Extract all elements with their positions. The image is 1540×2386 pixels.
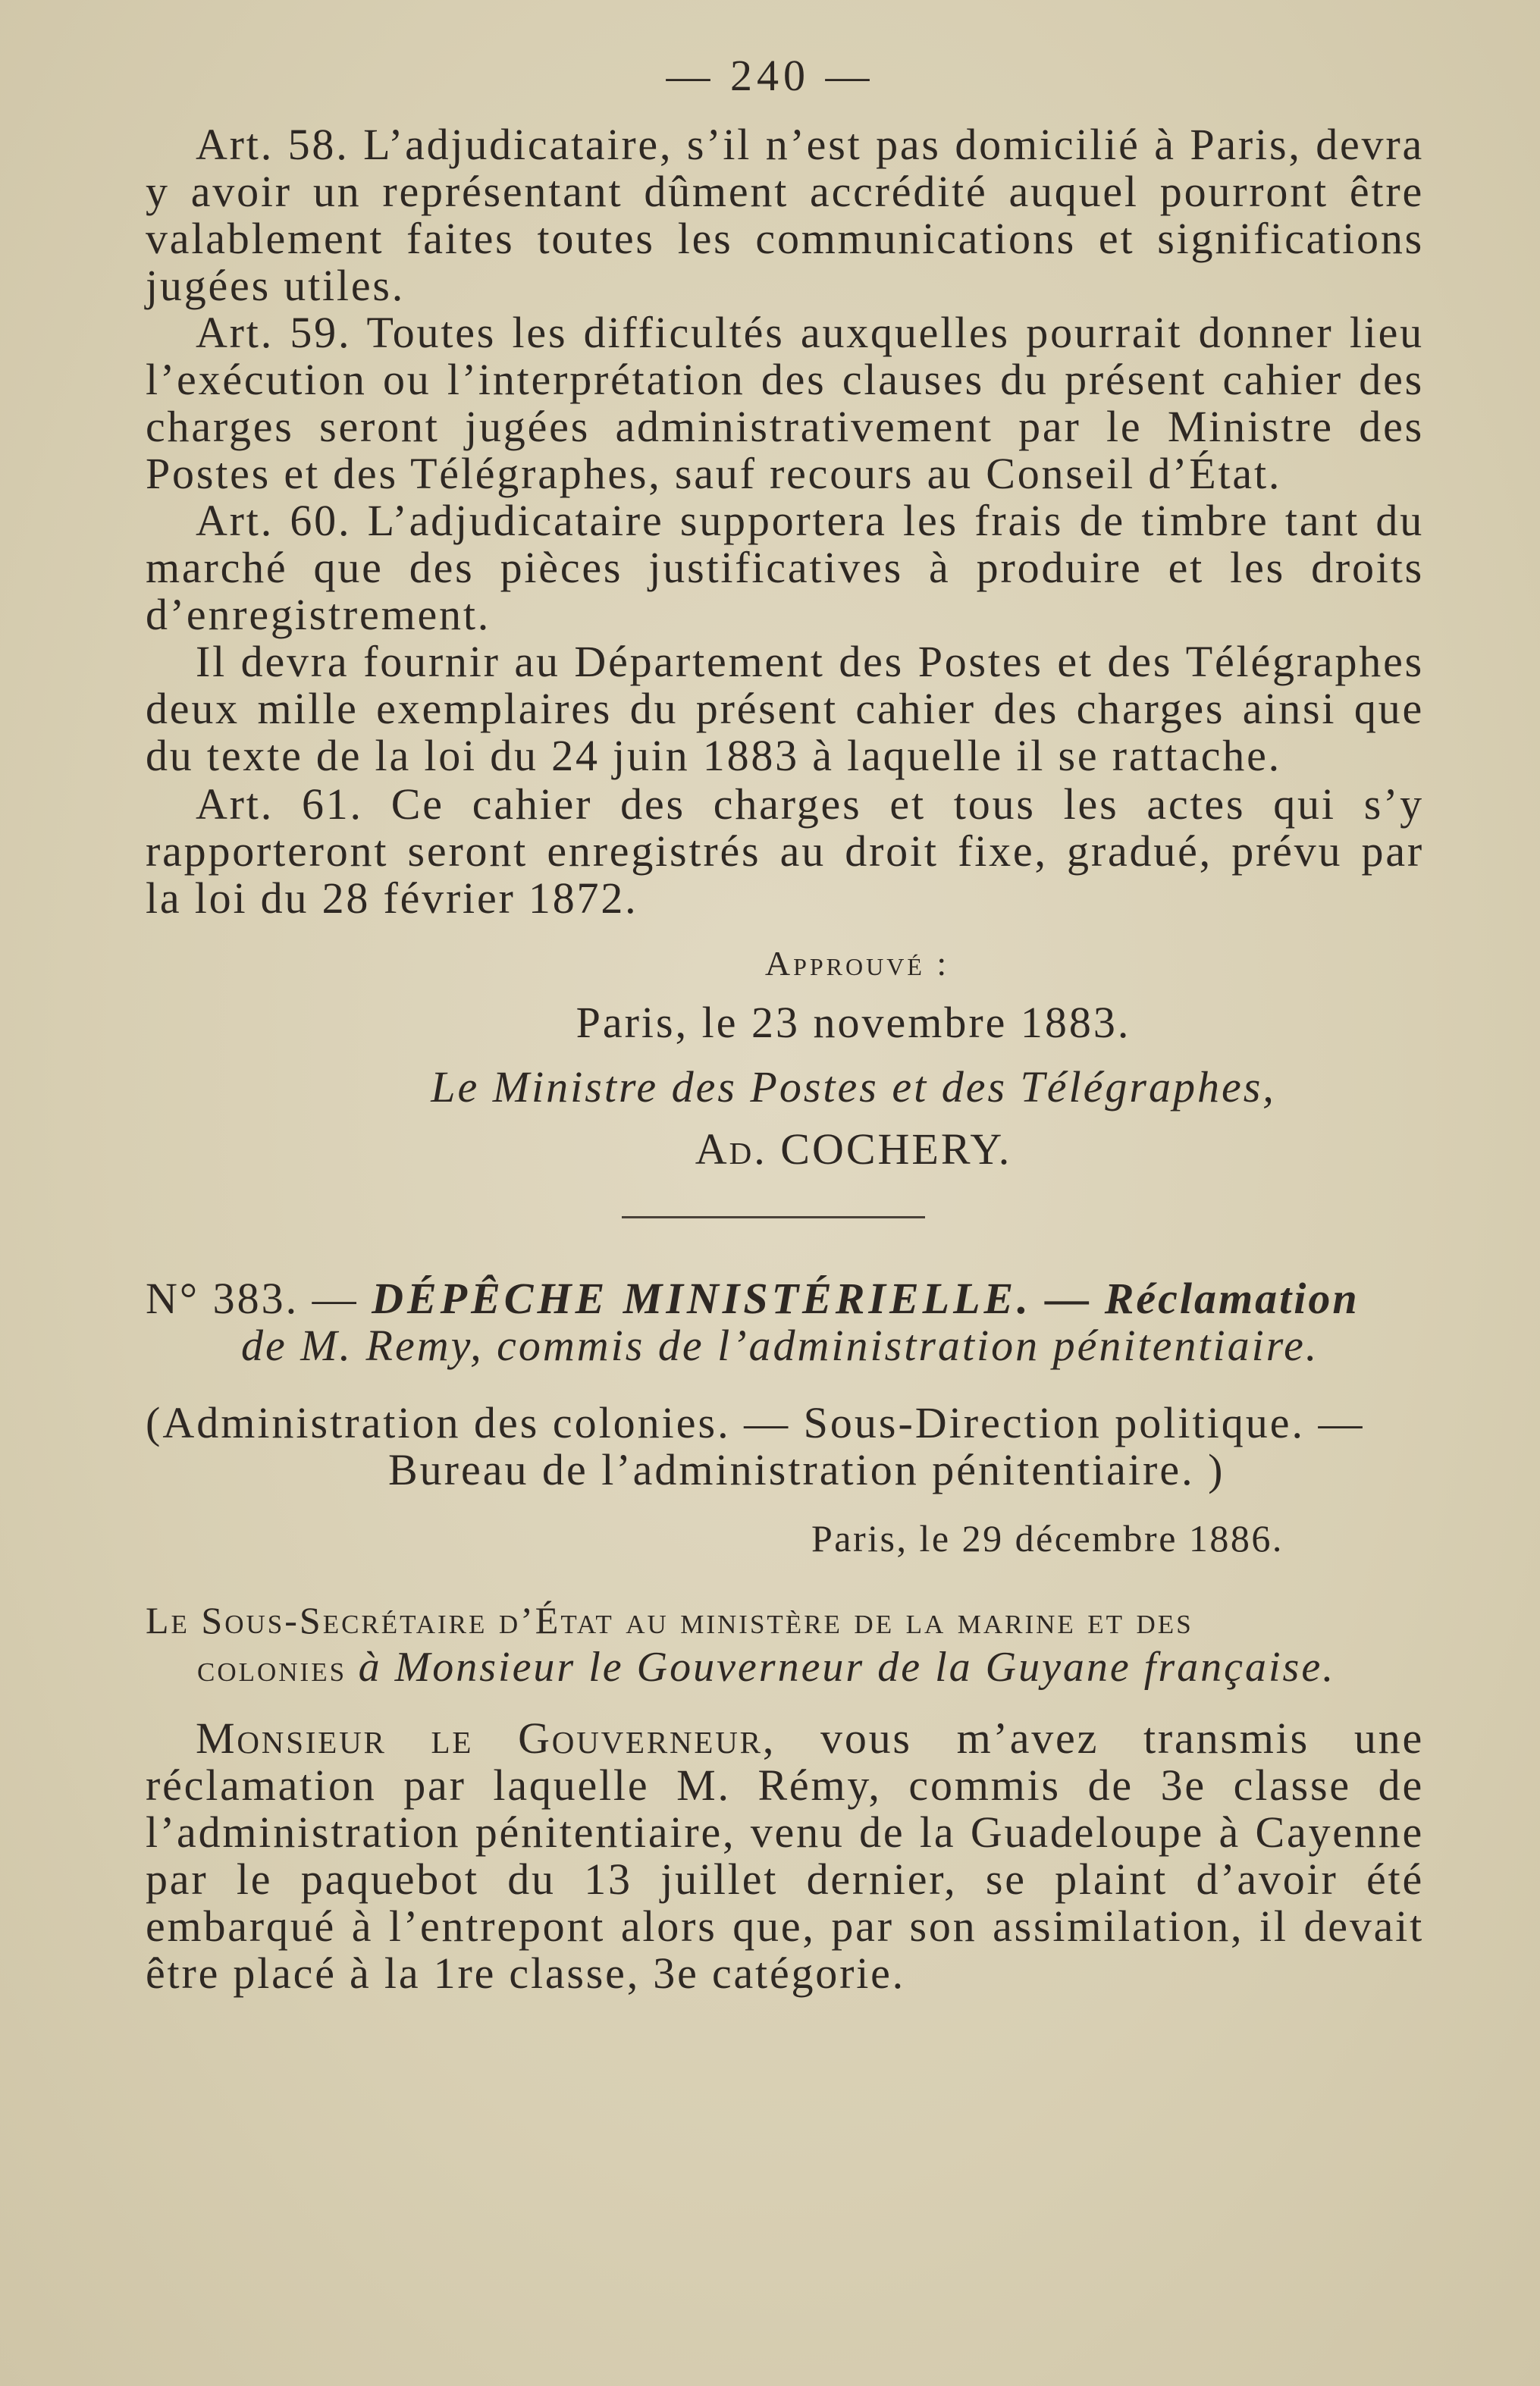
dispatch-address (146, 1597, 1424, 1692)
article-61: Art. 61. Ce cahier des charges et tous les actes qui s’y rapporteront seront enregistrés au droit fixe, gradué, prévu par la loi du 28 février 1872. (146, 779, 1424, 923)
dispatch-subject-start: — Réclamation (1045, 1274, 1360, 1323)
dispatch-heading (146, 1275, 1424, 1369)
article-58: Art. 58. L’adjudicataire, s’il n’est pas domicilié à Paris, devra y avoir un représentant dûment accrédité auquel pourront être valablement faites toutes les communications et significations jugées utiles. (146, 120, 1424, 310)
article-60: Art. 60. L’adjudicataire supportera les frais de timbre tant du marché que des pièces justificatives à produire et les droits d’enregistrement. (146, 496, 1424, 639)
paragraph-supply-copies: Il devra fournir au Département des Postes et des Télégraphes deux mille exemplaires du présent cahier des charges ainsi que du texte de la loi du 24 juin 1883 à laquelle il se rattache. (146, 637, 1424, 780)
approval-label: Approuvé : (764, 944, 950, 983)
dispatch-title: DÉPÊCHE MINISTÉRIELLE. (372, 1274, 1032, 1323)
letter-body (146, 1715, 1424, 1997)
letter-text: vous m’avez transmis une réclamation par laquelle M. Rémy, commis de 3e classe de l’administration pénitentiaire, venu de la Guadeloupe à Cayenne par le paquebot du 13 juillet dernier, se plaint d’avoir été embarqué à l’entrepont alors que, par son assimilation, il devait être placé à la 1re classe, 3e catégorie. (146, 1713, 1424, 1998)
address-recipient: à Monsieur le Gouverneur de la Guyane française. (358, 1644, 1336, 1691)
approval-date: Paris, le 23 novembre 1883. (576, 998, 1131, 1047)
administration-line-2: Bureau de l’administration pénitentiaire. ) (388, 1445, 1225, 1494)
address-colonies: colonies (197, 1647, 347, 1689)
dispatch-subject-end: de M. Remy, commis de l’administration pénitentiaire. (241, 1321, 1319, 1370)
page-number: — 240 — (666, 51, 874, 100)
dispatch-date: Paris, le 29 décembre 1886. (811, 1517, 1284, 1560)
minister-title: Le Ministre des Postes et des Télégraphes, (431, 1062, 1276, 1111)
minister-signature: Ad. COCHERY. (695, 1124, 1012, 1174)
dispatch-number: N° 383. — (146, 1274, 359, 1323)
address-sender: Le Sous-Secrétaire d’État au ministère de la marine et des (146, 1599, 1193, 1641)
administration-line (146, 1400, 1424, 1494)
address-recipient-line (146, 1644, 1424, 1692)
administration-line-1: (Administration des colonies. — Sous-Direction politique. — (146, 1398, 1365, 1447)
letter-salutation: Monsieur le Gouverneur, (196, 1713, 776, 1763)
article-59: Art. 59. Toutes les difficultés auxquelles pourrait donner lieu l’exécution ou l’interprétation des clauses du présent cahier des charges seront jugées administrativement par le Ministre des Postes et des Télégraphes, sauf recours au Conseil d’État. (146, 308, 1424, 498)
section-divider (622, 1216, 925, 1218)
